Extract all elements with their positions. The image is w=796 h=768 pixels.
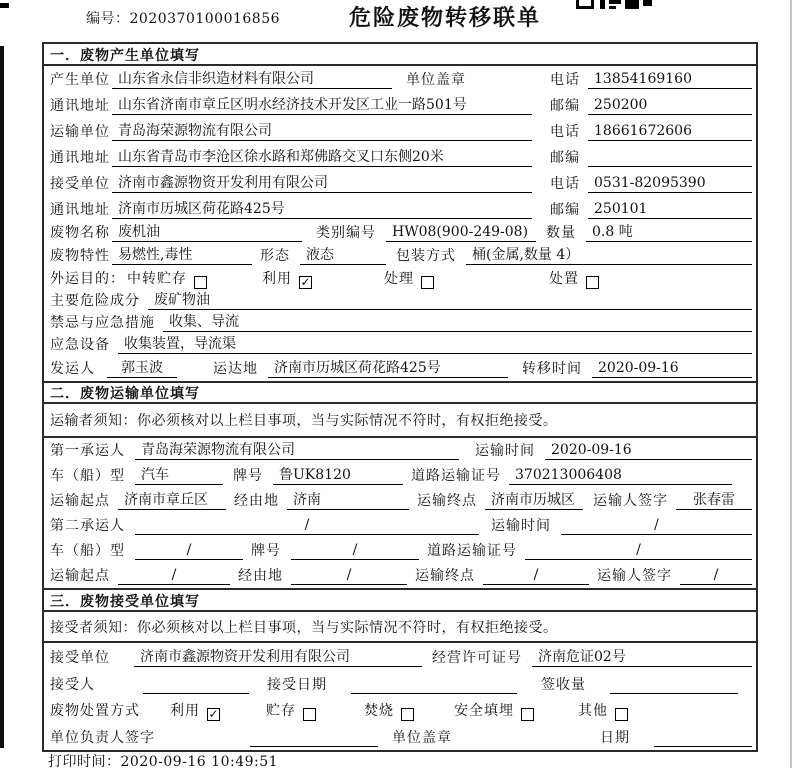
waste-name-label: 废物名称 <box>50 225 110 241</box>
route-start-value: 济南市章丘区 <box>118 491 226 510</box>
route-end-value: / <box>483 566 589 585</box>
route-row-2 <box>44 563 756 588</box>
waste-qty-value: 0.8 吨 <box>586 223 752 242</box>
license-value: 济南危证02号 <box>532 648 752 667</box>
receiver-row <box>44 170 756 196</box>
emergency-equipment-label: 应急设备 <box>50 337 110 353</box>
destination-value: 济南市历城区荷花路425号 <box>268 359 508 378</box>
acceptor-label: 接受人 <box>50 677 95 693</box>
transport-time-value: 2020-09-16 <box>545 441 752 460</box>
checkbox-utilize: ✓ <box>208 707 219 721</box>
producer-phone-label: 电话 <box>550 72 580 88</box>
route-end-value: 济南市历城区 <box>485 491 583 510</box>
route-row <box>44 488 756 513</box>
option-transfer-storage: 中转贮存 <box>127 271 187 287</box>
received-qty-label: 签收量 <box>541 677 586 693</box>
responsible-sign-row <box>44 723 756 750</box>
serial-value: 2020370100016856 <box>129 11 281 27</box>
acceptor-row <box>44 670 756 697</box>
received-qty-value <box>610 675 738 694</box>
hazard-components-value: 废矿物油 <box>148 291 752 310</box>
option-utilize: 利用 <box>170 703 200 719</box>
producer-address-row <box>44 92 756 118</box>
emergency-measures-label: 禁忌与应急措施 <box>50 315 155 331</box>
hazard-components-row <box>44 291 756 313</box>
packing-label: 包装方式 <box>396 248 456 264</box>
vehicle-type-value: 汽车 <box>135 466 223 485</box>
second-carrier-label: 第二承运人 <box>50 518 125 534</box>
plate-label: 牌号 <box>251 543 281 559</box>
vehicle-row <box>44 463 756 488</box>
emergency-measures-value: 收集、导流 <box>163 313 752 332</box>
disposal-method-label: 废物处置方式 <box>50 703 140 719</box>
route-start-label: 运输起点 <box>50 493 110 509</box>
vehicle-type-value: / <box>135 541 243 560</box>
producer-seal-label: 单位盖章 <box>406 72 466 88</box>
first-carrier-row <box>44 438 756 463</box>
dispatcher-label: 发运人 <box>50 361 95 377</box>
purpose-label: 外运目的： <box>50 271 125 287</box>
producer-label: 产生单位 <box>50 72 110 88</box>
zip-label: 邮编 <box>550 98 580 114</box>
unit-seal-label: 单位盖章 <box>392 730 452 746</box>
option-utilize: 利用 <box>262 271 292 287</box>
second-carrier-value: / <box>135 516 479 535</box>
accept-unit-label: 接受单位 <box>50 650 110 666</box>
route-end-label: 运输终点 <box>417 493 477 509</box>
waste-props-label: 废物特性 <box>50 248 110 264</box>
receiver-address-row <box>44 196 756 222</box>
accept-unit-row <box>44 643 756 670</box>
acceptor-value <box>143 675 249 694</box>
phone-label: 电话 <box>550 124 580 140</box>
plate-value: / <box>291 541 419 560</box>
checkbox-dispose <box>586 276 599 289</box>
carrier-sign-label: 运输人签字 <box>593 493 668 509</box>
address-value: 济南市历城区荷花路425号 <box>112 200 532 219</box>
emergency-equipment-row <box>44 335 756 357</box>
transport-time-value: / <box>561 516 752 535</box>
transfer-time-value: 2020-09-16 <box>592 359 752 378</box>
address-label: 通讯地址 <box>50 98 110 114</box>
transport-time-label: 运输时间 <box>491 518 551 534</box>
checkbox-treat <box>421 276 434 289</box>
route-via-label: 经由地 <box>234 493 279 509</box>
responsible-sign-value <box>250 728 378 747</box>
checkbox-store <box>303 708 316 721</box>
option-store: 贮存 <box>266 703 296 719</box>
destination-label: 运达地 <box>213 361 258 377</box>
carrier-sign-label: 运输人签字 <box>597 568 672 584</box>
zip-value <box>588 148 752 167</box>
emergency-equipment-value: 收集装置，导流渠 <box>118 335 752 354</box>
phone-value: 18661672606 <box>588 122 752 141</box>
scan-edge-right <box>790 0 792 768</box>
scan-artifact <box>0 3 9 8</box>
accept-date-value <box>351 675 517 694</box>
route-end-label: 运输终点 <box>415 568 475 584</box>
zip-label: 邮编 <box>550 202 580 218</box>
address-value: 山东省济南市章丘区明水经济技术开发区工业一路501号 <box>112 96 532 115</box>
date-label: 日期 <box>600 730 630 746</box>
checkbox-utilize: ✓ <box>300 275 311 289</box>
transport-time-label: 运输时间 <box>475 443 535 459</box>
receiver-value: 济南市鑫源物资开发利用有限公司 <box>112 174 532 193</box>
transporter-label: 运输单位 <box>50 124 110 140</box>
producer-phone-value: 13854169160 <box>588 70 752 89</box>
receiver-label: 接受单位 <box>50 176 110 192</box>
second-carrier-row <box>44 513 756 538</box>
address-value: 山东省青岛市李沧区徐水路和郑佛路交叉口东侧20米 <box>112 148 532 167</box>
waste-props-row <box>44 245 756 268</box>
date-value <box>654 728 752 747</box>
checkbox-transfer-storage <box>194 276 207 289</box>
checkbox-other <box>615 708 628 721</box>
option-treat: 处理 <box>384 271 414 287</box>
waste-code-value: HW08(900-249-08) <box>386 223 536 242</box>
transfer-purpose-row <box>44 268 756 291</box>
manifest-form-table <box>42 42 758 752</box>
serial-number-line <box>86 8 280 28</box>
carrier-sign-value: / <box>680 566 752 585</box>
accept-unit-value: 济南市鑫源物资开发利用有限公司 <box>134 648 422 667</box>
vehicle-type-label: 车（船）型 <box>50 543 125 559</box>
phone-value: 0531-82095390 <box>588 174 752 193</box>
route-via-value: / <box>291 566 407 585</box>
zip-value: 250200 <box>588 96 752 115</box>
responsible-sign-label: 单位负责人签字 <box>50 730 155 746</box>
plate-value: 鲁UK8120 <box>273 466 403 485</box>
route-start-value: / <box>118 566 230 585</box>
route-via-label: 经由地 <box>238 568 283 584</box>
road-permit-value: 370213006408 <box>509 466 732 485</box>
waste-props-value: 易燃性,毒性 <box>112 246 252 265</box>
producer-value: 山东省永信非织造材料有限公司 <box>112 70 392 89</box>
vehicle-row-2 <box>44 538 756 563</box>
route-start-label: 运输起点 <box>50 568 110 584</box>
print-time: 打印时间：2020-09-16 10:49:51 <box>48 754 279 768</box>
page-title: 危险废物转移联单 <box>348 6 541 31</box>
section1-header: 一．废物产生单位填写 <box>44 44 756 66</box>
plate-label: 牌号 <box>233 468 263 484</box>
road-permit-label: 道路运输证号 <box>411 468 501 484</box>
option-dispose: 处置 <box>549 271 579 287</box>
transfer-time-label: 转移时间 <box>522 361 582 377</box>
option-other: 其他 <box>578 703 608 719</box>
disposal-method-row <box>44 697 756 723</box>
road-permit-label: 道路运输证号 <box>427 543 517 559</box>
dispatcher-value: 郭玉波 <box>107 359 177 378</box>
zip-label: 邮编 <box>550 150 580 166</box>
route-via-value: 济南 <box>287 491 409 510</box>
checkbox-landfill <box>521 708 534 721</box>
address-label: 通讯地址 <box>50 150 110 166</box>
phone-label: 电话 <box>550 176 580 192</box>
packing-value: 桶(金属,数量 4） <box>466 246 752 265</box>
first-carrier-label: 第一承运人 <box>50 443 125 459</box>
section2-header: 二．废物运输单位填写 <box>44 381 756 404</box>
waste-form-value: 液态 <box>300 246 386 265</box>
option-landfill: 安全填埋 <box>454 703 514 719</box>
transporter-row <box>44 118 756 144</box>
address-label: 通讯地址 <box>50 202 110 218</box>
waste-name-value: 废机油 <box>112 223 302 242</box>
waste-form-label: 形态 <box>260 248 290 264</box>
dispatch-row <box>44 357 756 381</box>
hazard-components-label: 主要危险成分 <box>50 293 140 309</box>
waste-qty-label: 数量 <box>546 225 576 241</box>
carrier-sign-value: 张春雷 <box>676 491 752 510</box>
waste-code-label: 类别编号 <box>316 225 376 241</box>
transporter-value: 青岛海荣源物流有限公司 <box>112 122 532 141</box>
section3-notice: 接受者须知：你必须核对以上栏目事项，当与实际情况不符时，有权拒绝接受。 <box>44 612 756 643</box>
option-incinerate: 焚烧 <box>364 703 394 719</box>
first-carrier-value: 青岛海荣源物流有限公司 <box>135 441 459 460</box>
zip-value: 250101 <box>588 200 752 219</box>
license-label: 经营许可证号 <box>432 650 522 666</box>
producer-row <box>44 66 756 92</box>
section3-header: 三．废物接受单位填写 <box>44 588 756 612</box>
transporter-address-row <box>44 144 756 170</box>
waste-name-row <box>44 222 756 245</box>
serial-label: 编号： <box>86 11 130 27</box>
scan-edge-left <box>0 46 4 748</box>
accept-date-label: 接受日期 <box>267 677 327 693</box>
checkbox-incinerate <box>401 708 414 721</box>
road-permit-value: / <box>525 541 752 560</box>
emergency-measures-row <box>44 313 756 335</box>
vehicle-type-label: 车（船）型 <box>50 468 125 484</box>
section2-notice: 运输者须知：你必须核对以上栏目事项，当与实际情况不符时，有权拒绝接受。 <box>44 404 756 438</box>
